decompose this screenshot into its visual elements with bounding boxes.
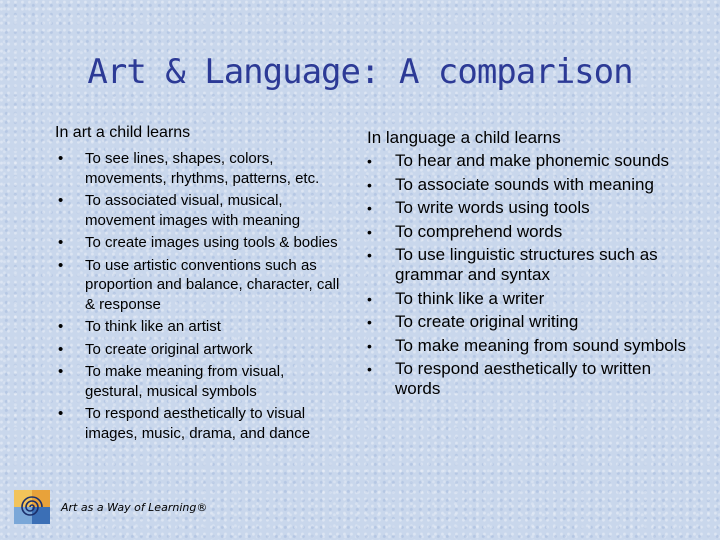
list-item-text: To associated visual, musical, movement images with meaning: [85, 192, 301, 229]
bullet-icon: •: [367, 361, 372, 377]
list-item-text: To comprehend words: [395, 221, 563, 241]
list-item-text: To respond aesthetically to written words: [395, 359, 652, 398]
footer: [14, 490, 207, 524]
list-item: [55, 256, 345, 315]
list-item: [55, 191, 345, 230]
list-item-text: To create original artwork: [85, 340, 253, 358]
art-list: [55, 149, 345, 443]
footer-text: Art as a Way of Learning®: [61, 500, 208, 514]
bullet-icon: •: [58, 192, 64, 209]
list-item-text: To associate sounds with meaning: [395, 174, 654, 194]
bullet-icon: •: [367, 337, 372, 354]
bullet-icon: •: [367, 176, 372, 193]
language-list: [367, 151, 687, 399]
bullet-icon: •: [367, 290, 372, 307]
list-item-text: To create original writing: [395, 312, 579, 331]
bullet-icon: •: [367, 314, 372, 330]
list-item: [367, 245, 687, 285]
bullet-icon: •: [58, 363, 64, 380]
list-item-text: To think like an artist: [85, 318, 221, 335]
art-column-heading: In art a child learns: [55, 124, 191, 141]
bullet-icon: •: [367, 223, 372, 240]
bullet-icon: •: [367, 247, 372, 263]
list-item-text: To use linguistic structures such as grammar and syntax: [395, 245, 658, 284]
list-item-text: To hear and make phonemic sounds: [395, 151, 670, 170]
slide-title: Art & Language: A comparison: [87, 52, 633, 92]
list-item-text: To write words using tools: [395, 198, 590, 217]
list-item: [55, 340, 345, 360]
list-item-text: To think like a writer: [395, 288, 545, 308]
list-item: [55, 317, 345, 337]
bullet-icon: •: [367, 153, 372, 169]
list-item-text: To see lines, shapes, colors, movements, rhythms, patterns, etc.: [85, 150, 320, 187]
list-item: [367, 312, 687, 332]
bullet-icon: •: [58, 318, 64, 335]
bullet-icon: •: [367, 200, 372, 216]
list-item: [367, 222, 687, 242]
list-item: [55, 404, 345, 443]
list-item: [367, 151, 687, 171]
bullet-icon: •: [58, 256, 64, 274]
list-item-text: To create images using tools & bodies: [85, 234, 338, 251]
bullet-icon: •: [58, 405, 64, 422]
list-item: [55, 362, 345, 401]
list-item: [367, 198, 687, 218]
bullet-icon: •: [58, 340, 64, 358]
list-item-text: To use artistic conventions such as proportion and balance, character, call & response: [85, 256, 340, 313]
list-item: [367, 336, 687, 356]
bullet-icon: •: [58, 150, 64, 167]
language-column-heading: In language a child learns: [367, 128, 561, 147]
language-column: [367, 128, 687, 403]
list-item-text: To make meaning from visual, gestural, musical symbols: [85, 363, 285, 400]
list-item: [367, 359, 687, 399]
bullet-icon: •: [58, 234, 64, 251]
list-item: [367, 175, 687, 195]
list-item: [55, 233, 345, 253]
list-item-text: To make meaning from sound symbols: [395, 335, 687, 355]
spiral-logo-icon: [14, 490, 50, 524]
list-item: [55, 149, 345, 188]
list-item: [367, 289, 687, 309]
art-column: [55, 124, 345, 446]
list-item-text: To respond aesthetically to visual images, music, drama, and dance: [85, 405, 311, 442]
